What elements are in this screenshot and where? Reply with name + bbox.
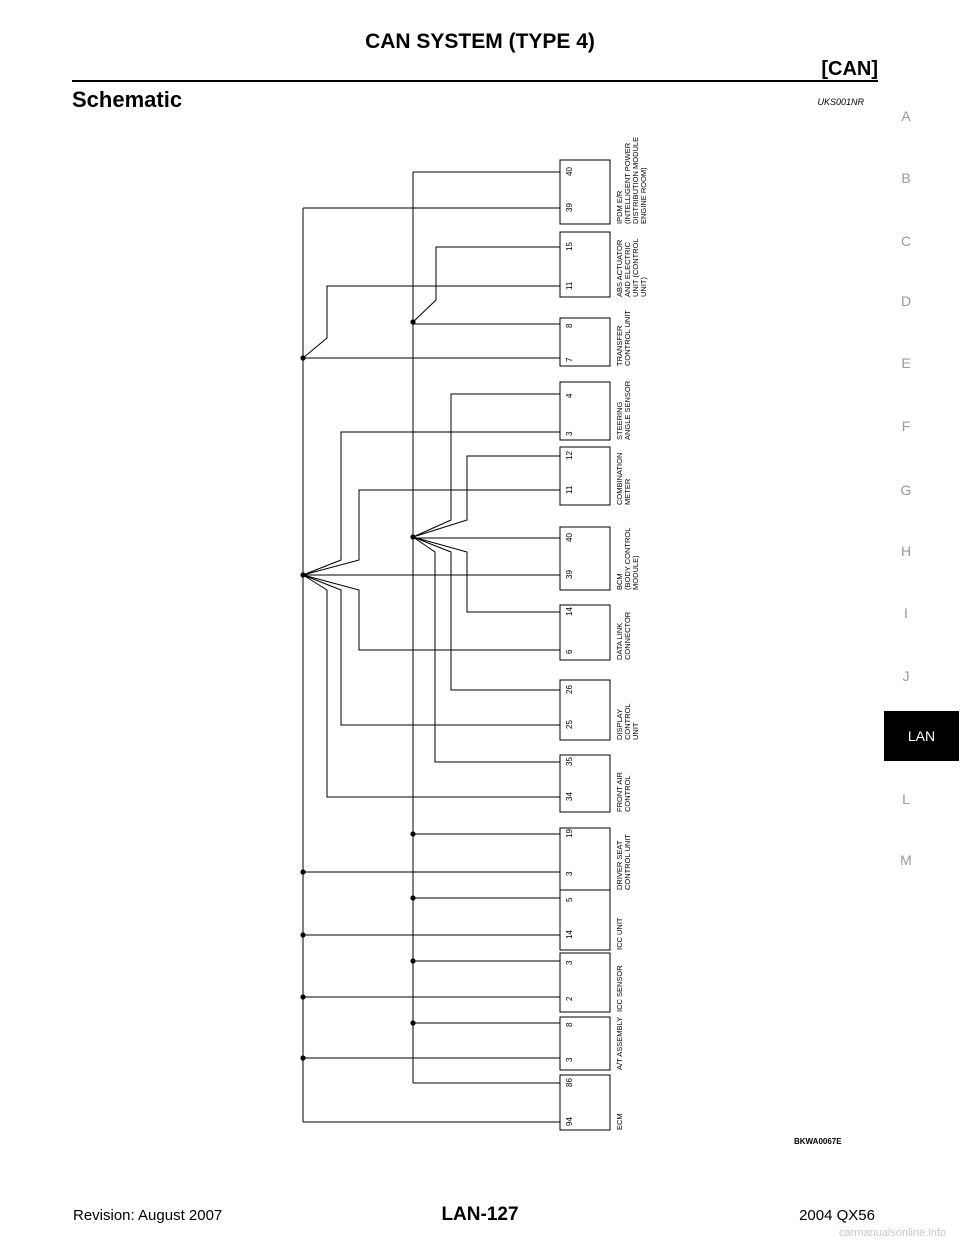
can-h-wire	[303, 490, 560, 575]
can-h-wire	[303, 432, 560, 575]
control-unit-label: ICC UNIT	[615, 917, 624, 950]
pin-label: 25	[565, 720, 574, 729]
pin-label: 26	[565, 685, 574, 694]
pin-label: 94	[565, 1117, 574, 1126]
footer-model: 2004 QX56	[799, 1207, 875, 1224]
junction-dot	[410, 895, 415, 900]
side-index-g[interactable]: G	[900, 482, 912, 498]
junction-dot	[300, 355, 305, 360]
junction-dot	[410, 958, 415, 963]
junction-dot	[300, 1055, 305, 1060]
pin-label: 15	[565, 242, 574, 251]
pin-label: 40	[565, 533, 574, 542]
reference-code: UKS001NR	[817, 97, 864, 107]
pin-label: 8	[565, 1022, 574, 1027]
pin-label: 12	[565, 451, 574, 460]
section-tag: [CAN]	[821, 58, 878, 80]
pin-label: 3	[565, 1057, 574, 1062]
junction-dot	[410, 319, 415, 324]
side-index-e[interactable]: E	[901, 355, 911, 371]
footer-revision: Revision: August 2007	[73, 1207, 223, 1224]
control-unit-label: CONTROL UNIT	[623, 834, 632, 890]
pin-label: 2	[565, 996, 574, 1001]
control-unit-label: ECM	[615, 1113, 624, 1130]
control-unit-label: DATA LINK	[615, 622, 624, 660]
control-unit-label: (INTELLIGENT POWER	[623, 142, 632, 224]
side-index-d[interactable]: D	[900, 293, 912, 309]
page-title: CAN SYSTEM (TYPE 4)	[365, 30, 595, 53]
pin-label: 7	[565, 357, 574, 362]
control-unit-label: ANGLE SENSOR	[623, 380, 632, 440]
can-l-wire	[413, 247, 560, 322]
control-unit-label: DRIVER SEAT	[615, 840, 624, 890]
control-unit-label: UNIT)	[639, 277, 648, 297]
pin-label: 11	[565, 485, 574, 494]
pin-label: 3	[565, 871, 574, 876]
pin-label: 3	[565, 960, 574, 965]
side-index-a[interactable]: A	[901, 108, 911, 124]
control-unit-label: AND ELECTRIC	[623, 241, 632, 297]
control-unit-label: CONTROL UNIT	[623, 310, 632, 366]
footer-page-number: LAN-127	[441, 1204, 519, 1225]
pin-label: 40	[565, 167, 574, 176]
pin-label: 86	[565, 1078, 574, 1087]
control-unit-label: CONTROL	[623, 703, 632, 740]
control-unit-label: ENGINE ROOM)	[639, 167, 648, 224]
junction-dot	[410, 534, 415, 539]
control-unit-label: METER	[623, 478, 632, 505]
section-heading: Schematic	[72, 87, 183, 112]
pin-label: 19	[565, 829, 574, 838]
side-index-c[interactable]: C	[900, 233, 912, 249]
control-unit-label: CONTROL	[623, 775, 632, 812]
can-h-wire	[303, 286, 560, 358]
control-unit-label: FRONT AIR	[615, 772, 624, 812]
pin-label: 8	[565, 323, 574, 328]
pin-label: 14	[565, 607, 574, 616]
pin-label: 3	[565, 431, 574, 436]
control-unit-label: (BODY CONTROL	[623, 527, 632, 590]
control-unit-label: COMBINATION	[615, 452, 624, 505]
junction-dot	[300, 869, 305, 874]
control-unit-label: DISTRIBUTION MODULE	[631, 136, 640, 224]
pin-label: 34	[565, 792, 574, 801]
control-unit-label: ICC SENSOR	[615, 965, 624, 1012]
pin-label: 11	[565, 281, 574, 290]
control-unit-label: TRANSFER	[615, 325, 624, 366]
can-h-wire	[303, 575, 560, 797]
control-unit-label: DISPLAY	[615, 708, 624, 740]
side-index-l[interactable]: L	[902, 791, 910, 807]
control-unit-label: IPDM E/R	[615, 190, 624, 224]
control-unit-label: CONNECTOR	[623, 611, 632, 660]
control-unit-label: STEERING	[615, 401, 624, 440]
side-index-h[interactable]: H	[900, 543, 912, 559]
pin-label: 5	[565, 897, 574, 902]
pin-label: 4	[565, 393, 574, 398]
junction-dot	[300, 994, 305, 999]
junction-dot	[300, 932, 305, 937]
pin-label: 14	[565, 930, 574, 939]
control-unit-label: ABS ACTUATOR	[615, 239, 624, 297]
side-index-b[interactable]: B	[901, 170, 911, 186]
side-index-f[interactable]: F	[901, 418, 911, 434]
pin-label: 6	[565, 649, 574, 654]
can-l-wire	[413, 456, 560, 537]
figure-code: BKWA0067E	[794, 1137, 842, 1146]
pin-label: 39	[565, 203, 574, 212]
control-unit-label: UNIT	[631, 722, 640, 740]
control-unit-box	[560, 382, 610, 440]
junction-dot	[300, 572, 305, 577]
side-index-m[interactable]: M	[900, 852, 912, 868]
control-unit-label: A/T ASSEMBLY	[615, 1016, 624, 1070]
pin-label: 39	[565, 570, 574, 579]
watermark: carmanualsonline.info	[838, 1227, 946, 1239]
side-index-j[interactable]: J	[902, 668, 910, 684]
side-index-i[interactable]: I	[904, 605, 908, 621]
control-unit-label: BCM	[615, 573, 624, 590]
can-l-wire	[413, 394, 560, 537]
control-unit-label: UNIT (CONTROL	[631, 238, 640, 297]
side-index-lan[interactable]: LAN	[884, 711, 959, 761]
junction-dot	[410, 1020, 415, 1025]
pin-label: 35	[565, 757, 574, 766]
junction-dot	[410, 831, 415, 836]
control-unit-label: MODULE)	[631, 555, 640, 590]
